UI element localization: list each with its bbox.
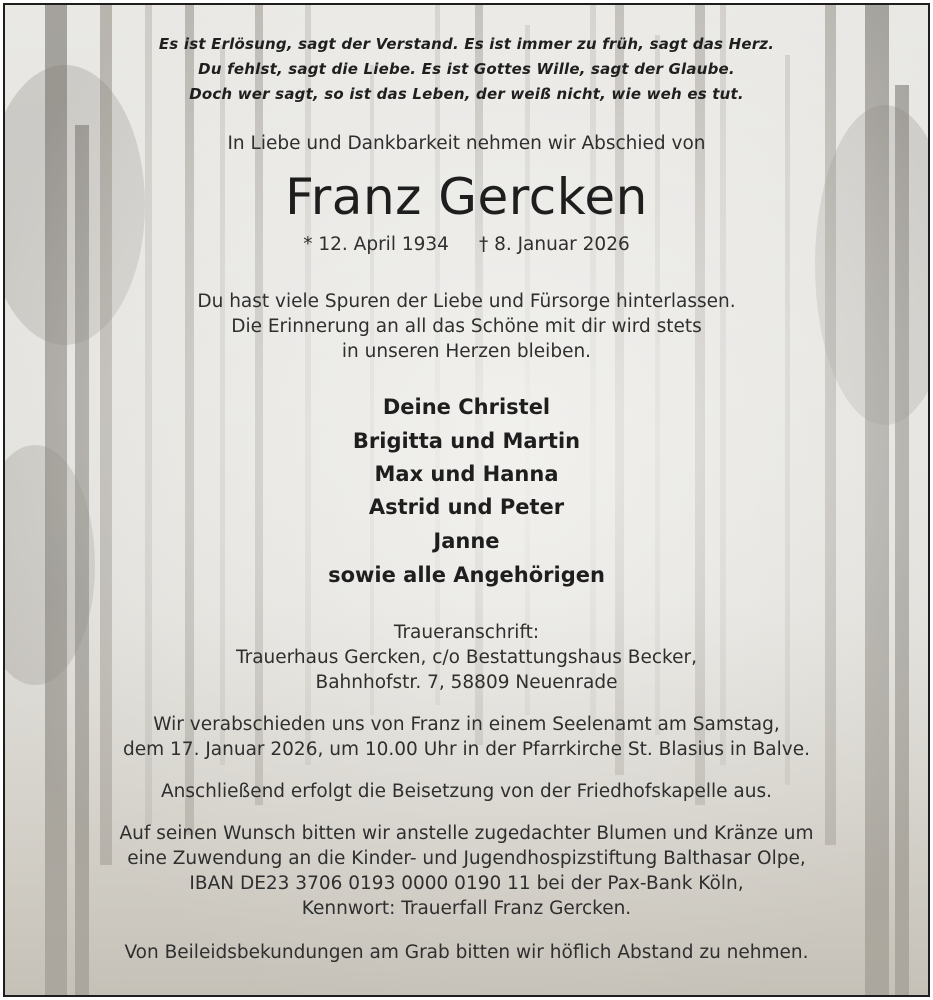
mourner-name: Max und Hanna bbox=[374, 462, 559, 486]
mourner-name: Janne bbox=[433, 529, 500, 553]
service-line: Wir verabschieden uns von Franz in einem Seelenamt am Samstag, bbox=[153, 714, 780, 735]
donation-line: Auf seinen Wunsch bitten wir anstelle zugedachter Blumen und Kränze um bbox=[119, 823, 814, 844]
life-dates bbox=[5, 234, 928, 255]
mourner-name: sowie alle Angehörigen bbox=[328, 563, 605, 587]
obituary-text bbox=[5, 5, 928, 995]
donation-line: eine Zuwendung an die Kinder- und Jugendhospizstiftung Balthasar Olpe, bbox=[127, 848, 806, 869]
poem-line: in unseren Herzen bleiben. bbox=[341, 341, 592, 362]
birth-date: * 12. April 1934 bbox=[303, 234, 449, 255]
motto-line: Es ist Erlösung, sagt der Verstand. Es ist immer zu früh, sagt das Herz. bbox=[158, 35, 775, 53]
mourner-name: Deine Christel bbox=[382, 395, 551, 419]
motto-line: Doch wer sagt, so ist das Leben, der weiß nicht, wie weh es tut. bbox=[189, 85, 744, 103]
donation-line: IBAN DE23 3706 0193 0000 0190 11 bei der Pax-Bank Köln, bbox=[189, 873, 744, 894]
intro-text: In Liebe und Dankbarkeit nehmen wir Abschied von bbox=[227, 133, 706, 154]
poem-line: Die Erinnerung an all das Schöne mit dir wird stets bbox=[231, 316, 702, 337]
address-line: Trauerhaus Gercken, c/o Bestattungshaus Becker, bbox=[236, 647, 697, 668]
closing-text: Von Beileidsbekundungen am Grab bitten wir höflich Abstand zu nehmen. bbox=[124, 942, 809, 963]
poem-line: Du hast viele Spuren der Liebe und Fürsorge hinterlassen. bbox=[197, 291, 736, 312]
death-date: † 8. Januar 2026 bbox=[478, 234, 630, 255]
deceased-name: Franz Gercken bbox=[285, 168, 648, 226]
mourner-name: Brigitta und Martin bbox=[352, 429, 581, 453]
service-line: dem 17. Januar 2026, um 10.00 Uhr in der Pfarrkirche St. Blasius in Balve. bbox=[123, 739, 810, 760]
address-line: Bahnhofstr. 7, 58809 Neuenrade bbox=[315, 672, 618, 693]
motto-line: Du fehlst, sagt die Liebe. Es ist Gottes Wille, sagt der Glaube. bbox=[198, 60, 735, 78]
donation-line: Kennwort: Trauerfall Franz Gercken. bbox=[301, 898, 632, 919]
obituary-card bbox=[3, 3, 930, 997]
mourner-name: Astrid und Peter bbox=[368, 495, 565, 519]
address-label: Traueranschrift: bbox=[393, 622, 540, 643]
burial-text: Anschließend erfolgt die Beisetzung von der Friedhofskapelle aus. bbox=[160, 781, 773, 802]
